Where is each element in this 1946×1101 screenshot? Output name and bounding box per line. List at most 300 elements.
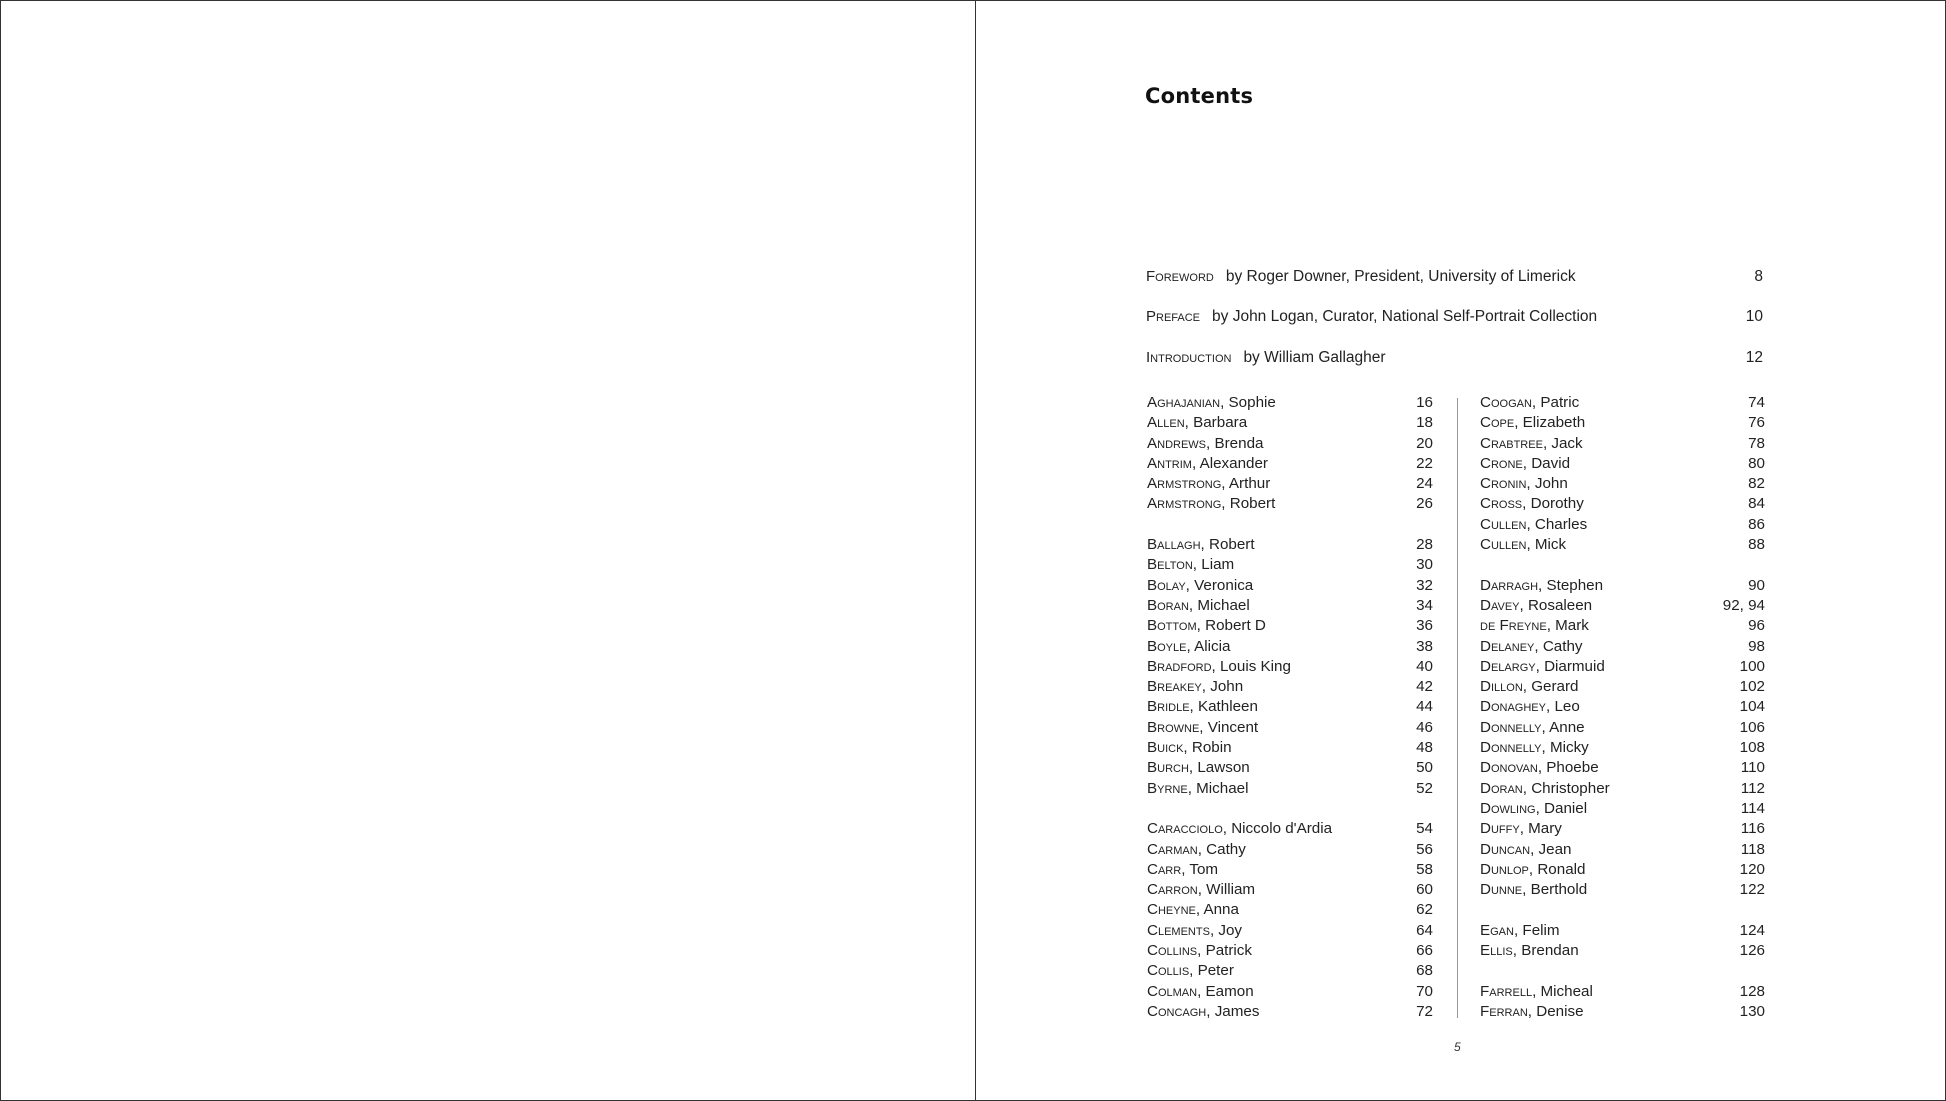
entry-page-number: 74 xyxy=(1748,394,1765,411)
entry-given-name: Anna xyxy=(1203,901,1239,919)
entry-given-name: Brenda xyxy=(1214,434,1264,452)
entry-separator: , xyxy=(1541,739,1550,757)
contents-entry[interactable] xyxy=(1480,738,1765,758)
entry-surname: Breakey xyxy=(1147,678,1202,696)
entry-page-number: 44 xyxy=(1416,698,1433,716)
entry-separator: , xyxy=(1522,454,1532,472)
entry-page-number: 42 xyxy=(1416,678,1433,696)
entry-surname: Colman xyxy=(1147,982,1198,1000)
entry-page-number: 114 xyxy=(1740,799,1765,817)
entry-surname: Donovan xyxy=(1480,759,1538,777)
entry-surname: Antrim xyxy=(1147,454,1192,472)
entry-given-name: Mick xyxy=(1534,536,1567,554)
entry-given-name: Kathleen xyxy=(1197,698,1258,716)
entry-given-name: Anne xyxy=(1549,718,1585,736)
entry-separator: , xyxy=(1519,596,1528,614)
entry-page-number: 28 xyxy=(1416,536,1433,554)
section-gap xyxy=(1147,515,1433,535)
entry-separator: , xyxy=(1206,434,1215,452)
entry-surname: Byrne xyxy=(1147,779,1188,797)
entry-page-number: 58 xyxy=(1416,860,1433,878)
entry-page-number: 78 xyxy=(1748,434,1765,452)
entry-separator: , xyxy=(1542,434,1552,452)
entry-given-name: Christopher xyxy=(1531,779,1610,797)
entry-page-number: 102 xyxy=(1739,678,1765,696)
contents-entry[interactable] xyxy=(1480,515,1765,535)
entry-surname: Buick xyxy=(1147,739,1184,757)
entry-page-number: 126 xyxy=(1739,942,1765,960)
entry-surname: Armstrong xyxy=(1147,475,1222,493)
contents-entry[interactable] xyxy=(1147,474,1433,494)
entry-separator: , xyxy=(1188,759,1198,777)
entry-given-name: Ronald xyxy=(1537,860,1586,878)
entry-given-name: Louis King xyxy=(1219,657,1291,675)
entry-separator: , xyxy=(1189,962,1198,980)
entry-given-name: Cathy xyxy=(1542,637,1583,655)
entry-given-name: Berthold xyxy=(1530,881,1588,899)
contents-entry[interactable] xyxy=(1480,474,1765,494)
entry-given-name: Felim xyxy=(1522,921,1560,939)
entry-surname: Doran xyxy=(1480,779,1523,797)
entry-separator: , xyxy=(1519,820,1529,838)
entry-page-number: 48 xyxy=(1416,739,1433,757)
entry-surname: Boran xyxy=(1147,596,1189,614)
entry-separator: , xyxy=(1522,495,1531,513)
front-matter-byline: by John Logan, Curator, National Self-Portrait Collection xyxy=(1212,308,1598,325)
entry-page-number: 56 xyxy=(1416,840,1433,858)
entry-surname: Dunlop xyxy=(1480,860,1529,878)
entry-page-number: 130 xyxy=(1739,1002,1765,1020)
entry-page-number: 112 xyxy=(1740,779,1765,797)
entry-surname: Cullen xyxy=(1480,515,1527,533)
entry-page-number: 124 xyxy=(1739,921,1765,939)
entry-given-name: Micky xyxy=(1549,739,1589,757)
entry-surname: Cullen xyxy=(1480,536,1527,554)
entry-given-name: Alicia xyxy=(1194,637,1231,655)
contents-entry[interactable] xyxy=(1147,921,1433,941)
entry-separator: , xyxy=(1200,536,1209,554)
entry-given-name: Dorothy xyxy=(1530,495,1584,513)
contents-entry[interactable] xyxy=(1147,454,1433,474)
entry-given-name: Leo xyxy=(1554,698,1580,716)
contents-entry[interactable] xyxy=(1480,921,1765,941)
entry-page-number: 72 xyxy=(1416,1002,1433,1020)
contents-entry[interactable] xyxy=(1480,393,1765,413)
entry-given-name: Mary xyxy=(1528,820,1562,838)
entry-page-number: 116 xyxy=(1740,820,1765,838)
entry-separator: , xyxy=(1513,921,1523,939)
entry-separator: , xyxy=(1522,678,1532,696)
entry-separator: , xyxy=(1206,1002,1215,1020)
front-matter-foreword[interactable] xyxy=(1146,268,1763,290)
front-matter-label: Preface xyxy=(1146,308,1201,325)
entry-page-number: 70 xyxy=(1416,982,1433,1000)
entry-surname: Cronin xyxy=(1480,475,1527,493)
contents-entry[interactable] xyxy=(1480,1002,1765,1022)
entry-page-number: 40 xyxy=(1416,657,1433,675)
entry-given-name: Brendan xyxy=(1521,942,1579,960)
entry-surname: Donaghey xyxy=(1480,698,1546,716)
contents-entry[interactable] xyxy=(1480,982,1765,1002)
entry-surname: Ferran xyxy=(1480,1002,1528,1020)
entry-given-name: Denise xyxy=(1536,1002,1584,1020)
contents-entry[interactable] xyxy=(1480,596,1765,616)
contents-entry[interactable] xyxy=(1480,840,1765,860)
page-number: 5 xyxy=(1454,1040,1461,1054)
entry-surname: Allen xyxy=(1147,414,1185,432)
entry-given-name: Patric xyxy=(1540,394,1580,411)
entry-surname: Ballagh xyxy=(1147,536,1201,554)
entry-given-name: Lawson xyxy=(1197,759,1250,777)
entry-page-number: 20 xyxy=(1416,434,1433,452)
section-gap xyxy=(1147,799,1433,819)
contents-entry[interactable] xyxy=(1480,576,1765,596)
entry-page-number: 86 xyxy=(1748,515,1765,533)
entry-given-name: Gerard xyxy=(1531,678,1579,696)
entry-surname: Cheyne xyxy=(1147,901,1196,919)
entry-given-name: Vincent xyxy=(1207,718,1259,736)
entry-separator: , xyxy=(1201,678,1211,696)
entry-given-name: Micheal xyxy=(1540,982,1593,1000)
entry-given-name: John xyxy=(1534,475,1568,493)
entry-separator: , xyxy=(1197,982,1206,1000)
page-title: Contents xyxy=(1145,84,1254,108)
front-matter-introduction[interactable] xyxy=(1146,349,1763,371)
entry-separator: , xyxy=(1222,820,1232,838)
contents-entry[interactable] xyxy=(1147,494,1433,514)
entry-separator: , xyxy=(1531,394,1541,411)
entry-surname: Davey xyxy=(1480,596,1520,614)
contents-entry[interactable] xyxy=(1480,494,1765,514)
entry-page-number: 88 xyxy=(1748,536,1765,554)
entry-page-number: 76 xyxy=(1748,414,1765,432)
front-matter-page: 10 xyxy=(1745,308,1763,325)
entry-given-name: John xyxy=(1210,678,1244,696)
contents-column-right xyxy=(1480,393,1765,1022)
column-divider xyxy=(1457,398,1458,1018)
entry-separator: , xyxy=(1527,1002,1537,1020)
entry-page-number: 82 xyxy=(1748,475,1765,493)
contents-entry[interactable] xyxy=(1147,961,1433,981)
entry-separator: , xyxy=(1197,942,1206,960)
contents-entry[interactable] xyxy=(1147,1002,1433,1022)
entry-separator: , xyxy=(1545,698,1555,716)
contents-entry[interactable] xyxy=(1147,982,1433,1002)
entry-page-number: 24 xyxy=(1416,475,1433,493)
entry-surname: Bottom xyxy=(1147,617,1197,635)
entry-separator: , xyxy=(1187,779,1197,797)
entry-surname: Delaney xyxy=(1480,637,1535,655)
entry-separator: , xyxy=(1534,637,1543,655)
entry-given-name: Charles xyxy=(1534,515,1588,533)
entry-given-name: Peter xyxy=(1197,962,1234,980)
entry-separator: , xyxy=(1195,901,1204,919)
contents-entry[interactable] xyxy=(1480,697,1765,717)
entry-surname: Duffy xyxy=(1480,820,1520,838)
entry-separator: , xyxy=(1541,718,1550,736)
entry-separator: , xyxy=(1537,759,1547,777)
entry-page-number: 22 xyxy=(1416,454,1433,472)
section-gap xyxy=(1480,961,1765,981)
entry-given-name: Veronica xyxy=(1194,576,1254,594)
entry-surname: Collis xyxy=(1147,962,1190,980)
contents-entry[interactable] xyxy=(1147,718,1433,738)
entry-separator: , xyxy=(1220,394,1229,411)
entry-given-name: James xyxy=(1214,1002,1260,1020)
contents-entry[interactable] xyxy=(1147,535,1433,555)
left-page-blank xyxy=(1,1,975,1100)
entry-surname: Crone xyxy=(1480,454,1523,472)
entry-page-number: 62 xyxy=(1416,901,1433,919)
entry-surname: Crabtree xyxy=(1480,434,1543,452)
entry-page-number: 110 xyxy=(1740,759,1765,777)
section-gap xyxy=(1480,900,1765,920)
entry-given-name: Eamon xyxy=(1205,982,1254,1000)
entry-page-number: 52 xyxy=(1416,779,1433,797)
entry-page-number: 36 xyxy=(1416,617,1433,635)
entry-separator: , xyxy=(1528,860,1538,878)
entry-page-number: 64 xyxy=(1416,921,1433,939)
entry-surname: Bradford xyxy=(1147,657,1212,675)
entry-surname: Belton xyxy=(1147,556,1193,574)
entry-surname: Cross xyxy=(1480,495,1523,513)
entry-separator: , xyxy=(1192,556,1202,574)
entry-page-number: 54 xyxy=(1416,820,1433,838)
entry-given-name: Tom xyxy=(1189,860,1219,878)
entry-surname: Dillon xyxy=(1480,678,1523,696)
contents-entry[interactable] xyxy=(1147,840,1433,860)
entry-separator: , xyxy=(1530,840,1539,858)
entry-surname: Darragh xyxy=(1480,576,1539,594)
entry-given-name: Elizabeth xyxy=(1522,414,1586,432)
contents-entry[interactable] xyxy=(1147,677,1433,697)
entry-surname: Donnelly xyxy=(1480,718,1542,736)
entry-surname: Carron xyxy=(1147,881,1198,899)
contents-entry[interactable] xyxy=(1480,779,1765,799)
entry-surname: Donnelly xyxy=(1480,739,1542,757)
entry-surname: Clements xyxy=(1147,921,1210,939)
entry-separator: , xyxy=(1197,840,1207,858)
contents-entry[interactable] xyxy=(1480,454,1765,474)
contents-entry[interactable] xyxy=(1480,616,1765,636)
entry-given-name: Robert xyxy=(1209,536,1255,554)
entry-separator: , xyxy=(1209,921,1219,939)
entry-separator: , xyxy=(1546,617,1556,635)
entry-given-name: Daniel xyxy=(1544,799,1588,817)
front-matter-page: 12 xyxy=(1745,349,1763,366)
contents-entry[interactable] xyxy=(1480,941,1765,961)
entry-given-name: William xyxy=(1206,881,1256,899)
entry-separator: , xyxy=(1188,596,1198,614)
entry-given-name: Jean xyxy=(1538,840,1572,858)
entry-given-name: Cathy xyxy=(1206,840,1246,858)
entry-page-number: 104 xyxy=(1739,698,1765,716)
entry-surname: Concagh xyxy=(1147,1002,1207,1020)
entry-given-name: Michael xyxy=(1197,596,1250,614)
contents-entry[interactable] xyxy=(1147,900,1433,920)
entry-given-name: Mark xyxy=(1555,617,1589,635)
entry-surname: Egan xyxy=(1480,921,1514,939)
entry-surname: Collins xyxy=(1147,942,1198,960)
entry-separator: , xyxy=(1535,799,1545,817)
contents-entry[interactable] xyxy=(1147,697,1433,717)
entry-separator: , xyxy=(1189,698,1198,716)
contents-entry[interactable] xyxy=(1147,434,1433,454)
contents-column-left xyxy=(1147,393,1433,1022)
entry-page-number: 32 xyxy=(1416,576,1433,594)
entry-separator: , xyxy=(1184,414,1194,432)
entry-separator: , xyxy=(1199,718,1208,736)
entry-given-name: Michael xyxy=(1196,779,1249,797)
entry-given-name: Diarmuid xyxy=(1544,657,1605,675)
contents-entry[interactable] xyxy=(1480,860,1765,880)
entry-surname: Cope xyxy=(1480,414,1515,432)
contents-entry[interactable] xyxy=(1147,819,1433,839)
contents-entry[interactable] xyxy=(1480,718,1765,738)
entry-surname: Carr xyxy=(1147,860,1182,878)
entry-page-number: 18 xyxy=(1416,414,1433,432)
entry-separator: , xyxy=(1196,617,1206,635)
entry-page-number: 30 xyxy=(1416,556,1433,574)
contents-entry[interactable] xyxy=(1147,657,1433,677)
entry-surname: Andrews xyxy=(1147,434,1207,452)
contents-entry[interactable] xyxy=(1147,393,1433,413)
entry-page-number: 80 xyxy=(1748,454,1765,472)
entry-surname: Farrell xyxy=(1480,982,1533,1000)
entry-separator: , xyxy=(1183,739,1192,757)
entry-surname: Ellis xyxy=(1480,942,1513,960)
entry-surname: Caracciolo xyxy=(1147,820,1223,838)
entry-surname: Boyle xyxy=(1147,637,1187,655)
entry-separator: , xyxy=(1522,881,1531,899)
entry-page-number: 26 xyxy=(1416,495,1433,513)
right-page xyxy=(976,1,1945,1100)
entry-page-number: 98 xyxy=(1748,637,1765,655)
entry-page-number: 92, 94 xyxy=(1722,596,1765,614)
entry-surname: de Freyne xyxy=(1480,617,1547,635)
front-matter-label: Introduction xyxy=(1146,349,1232,366)
entry-page-number: 120 xyxy=(1739,860,1765,878)
entry-surname: Carman xyxy=(1147,840,1198,858)
entry-given-name: Robin xyxy=(1191,739,1232,757)
entry-given-name: Arthur xyxy=(1228,475,1271,493)
entry-surname: Coogan xyxy=(1480,394,1532,411)
front-matter-byline: by William Gallagher xyxy=(1243,349,1386,366)
entry-page-number: 106 xyxy=(1739,718,1765,736)
entry-page-number: 100 xyxy=(1739,657,1765,675)
entry-page-number: 34 xyxy=(1416,596,1433,614)
front-matter-page: 8 xyxy=(1754,268,1763,285)
contents-entry[interactable] xyxy=(1480,758,1765,778)
entry-given-name: Jack xyxy=(1551,434,1583,452)
entry-surname: Bolay xyxy=(1147,576,1186,594)
contents-entry[interactable] xyxy=(1480,637,1765,657)
contents-entry[interactable] xyxy=(1480,677,1765,697)
contents-entry[interactable] xyxy=(1147,860,1433,880)
contents-entry[interactable] xyxy=(1480,657,1765,677)
entry-surname: Duncan xyxy=(1480,840,1531,858)
entry-surname: Burch xyxy=(1147,759,1189,777)
contents-entry[interactable] xyxy=(1147,637,1433,657)
entry-page-number: 66 xyxy=(1416,942,1433,960)
entry-page-number: 60 xyxy=(1416,881,1433,899)
entry-separator: , xyxy=(1532,982,1541,1000)
entry-separator: , xyxy=(1185,576,1195,594)
entry-page-number: 90 xyxy=(1748,576,1765,594)
entry-given-name: David xyxy=(1531,454,1571,472)
entry-surname: Dunne xyxy=(1480,881,1523,899)
entry-separator: , xyxy=(1514,414,1523,432)
entry-given-name: Robert D xyxy=(1205,617,1266,635)
contents-entry[interactable] xyxy=(1147,880,1433,900)
entry-surname: Delargy xyxy=(1480,657,1536,675)
contents-entry[interactable] xyxy=(1147,738,1433,758)
entry-given-name: Rosaleen xyxy=(1527,596,1593,614)
entry-page-number: 84 xyxy=(1748,495,1765,513)
contents-entry[interactable] xyxy=(1480,880,1765,900)
entry-given-name: Joy xyxy=(1218,921,1243,939)
entry-separator: , xyxy=(1181,860,1190,878)
entry-given-name: Phoebe xyxy=(1546,759,1599,777)
entry-surname: Dowling xyxy=(1480,799,1536,817)
entry-separator: , xyxy=(1211,657,1220,675)
entry-separator: , xyxy=(1522,779,1532,797)
entry-surname: Armstrong xyxy=(1147,495,1222,513)
entry-given-name: Stephen xyxy=(1546,576,1604,594)
contents-entry[interactable] xyxy=(1147,758,1433,778)
entry-given-name: Robert xyxy=(1229,495,1276,513)
contents-entry[interactable] xyxy=(1480,799,1765,819)
entry-given-name: Alexander xyxy=(1199,454,1268,472)
contents-entry[interactable] xyxy=(1147,413,1433,433)
contents-entry[interactable] xyxy=(1480,413,1765,433)
contents-entry[interactable] xyxy=(1147,779,1433,799)
entry-page-number: 96 xyxy=(1748,617,1765,635)
entry-given-name: Sophie xyxy=(1228,394,1276,411)
entry-separator: , xyxy=(1221,475,1229,493)
contents-entry[interactable] xyxy=(1147,596,1433,616)
contents-entry[interactable] xyxy=(1147,576,1433,596)
entry-given-name: Barbara xyxy=(1193,414,1248,432)
contents-entry[interactable] xyxy=(1147,941,1433,961)
entry-surname: Aghajanian xyxy=(1147,394,1221,411)
entry-separator: , xyxy=(1197,881,1207,899)
entry-given-name: Niccolo d'Ardia xyxy=(1231,820,1333,838)
contents-entry[interactable] xyxy=(1147,616,1433,636)
section-gap xyxy=(1480,555,1765,575)
entry-surname: Browne xyxy=(1147,718,1200,736)
front-matter-byline: by Roger Downer, President, University of Limerick xyxy=(1225,268,1576,285)
entry-separator: , xyxy=(1186,637,1195,655)
front-matter-label: Foreword xyxy=(1146,268,1214,285)
entry-separator: , xyxy=(1535,657,1545,675)
entry-separator: , xyxy=(1512,942,1522,960)
contents-entry[interactable] xyxy=(1147,555,1433,575)
front-matter-preface[interactable] xyxy=(1146,308,1763,330)
contents-entry[interactable] xyxy=(1480,535,1765,555)
entry-page-number: 68 xyxy=(1416,962,1433,980)
contents-entry[interactable] xyxy=(1480,819,1765,839)
entry-page-number: 118 xyxy=(1740,840,1765,858)
entry-separator: , xyxy=(1221,495,1230,513)
entry-separator: , xyxy=(1526,475,1535,493)
entry-page-number: 46 xyxy=(1416,718,1433,736)
entry-surname: Bridle xyxy=(1147,698,1190,716)
entry-separator: , xyxy=(1538,576,1547,594)
entry-page-number: 108 xyxy=(1739,739,1765,757)
entry-page-number: 122 xyxy=(1739,881,1765,899)
contents-entry[interactable] xyxy=(1480,434,1765,454)
